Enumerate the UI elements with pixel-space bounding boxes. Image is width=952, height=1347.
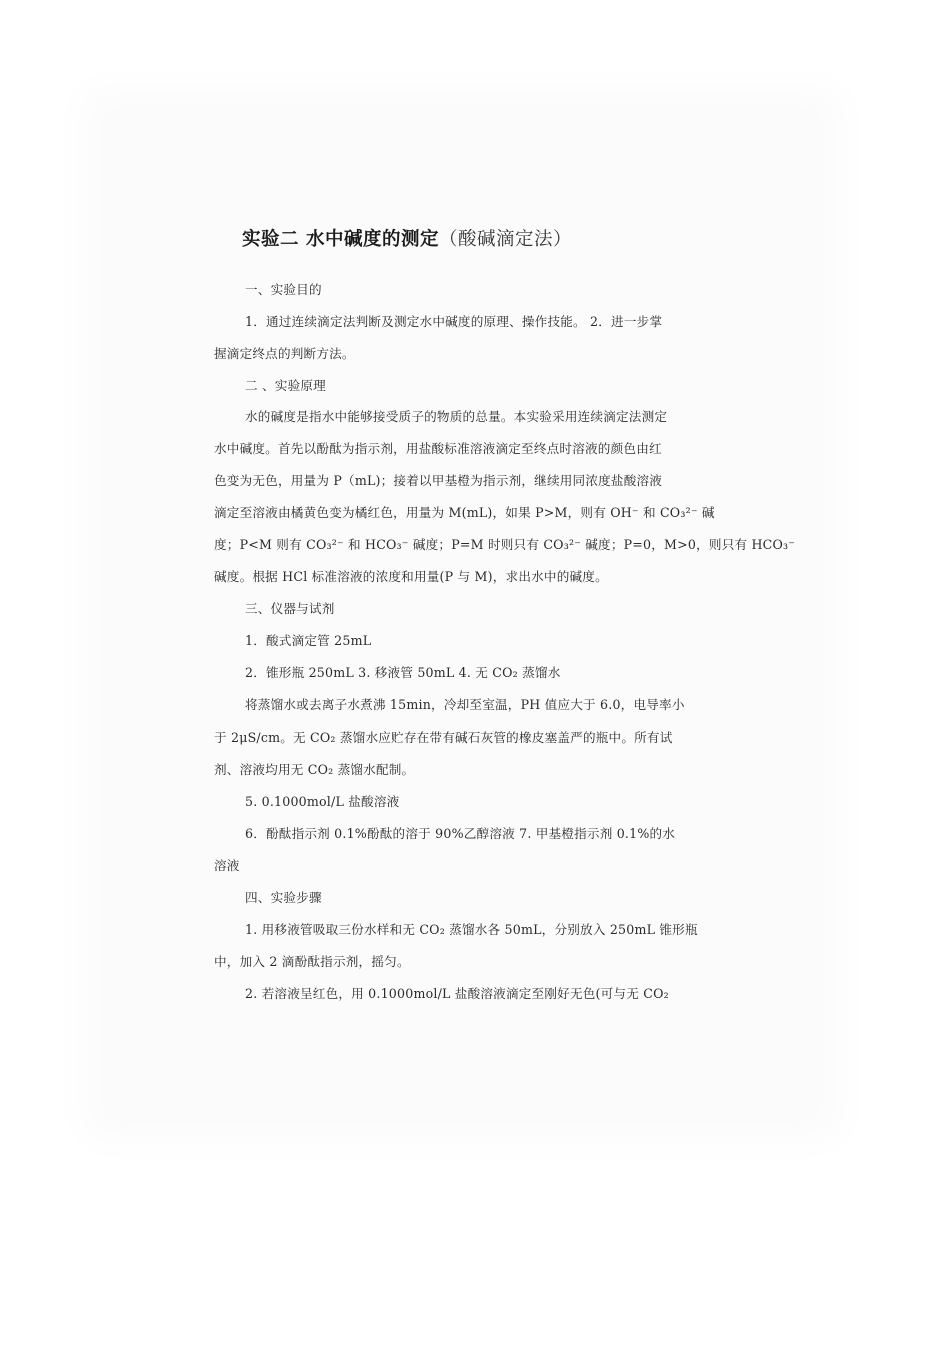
paragraph-line: 水的碱度是指水中能够接受质子的物质的总量。本实验采用连续滴定法测定 bbox=[245, 409, 668, 424]
list-item: 1. 用移液管吸取三份水样和无 CO₂ 蒸馏水各 50mL，分别放入 250mL 锥形瓶 bbox=[245, 922, 698, 937]
list-item: 5. 0.1000mol/L 盐酸溶液 bbox=[245, 794, 400, 809]
paragraph-line: 水中碱度。首先以酚酞为指示剂，用盐酸标准溶液滴定至终点时溶液的颜色由红 bbox=[214, 441, 662, 456]
paragraph-line: 1．通过连续滴定法判断及测定水中碱度的原理、操作技能。 2．进一步掌 bbox=[245, 314, 663, 329]
paragraph-line: 溶液 bbox=[214, 858, 240, 873]
paragraph-line: 碱度。根据 HCl 标准溶液的浓度和用量(P 与 M)，求出水中的碱度。 bbox=[214, 569, 608, 584]
title-main: 实验二 水中碱度的测定 bbox=[242, 229, 439, 250]
paragraph-line: 中，加入 2 滴酚酞指示剂，摇匀。 bbox=[214, 954, 410, 969]
section-heading-apparatus: 三、仪器与试剂 bbox=[245, 601, 335, 616]
section-heading-principle: 二 、实验原理 bbox=[245, 378, 326, 393]
paragraph-line: 于 2μS/cm。无 CO₂ 蒸馏水应贮存在带有碱石灰管的橡皮塞盖严的瓶中。所有试 bbox=[214, 730, 673, 745]
list-item: 1．酸式滴定管 25mL bbox=[245, 633, 372, 648]
paragraph-line: 滴定至溶液由橘黄色变为橘红色，用量为 M(mL)，如果 P>M，则有 OH⁻ 和 CO₃²⁻ 碱 bbox=[214, 505, 715, 520]
list-item: 2．锥形瓶 250mL 3. 移液管 50mL 4. 无 CO₂ 蒸馏水 bbox=[245, 665, 561, 680]
paragraph-line: 色变为无色，用量为 P（mL)；接着以甲基橙为指示剂，继续用同浓度盐酸溶液 bbox=[214, 473, 663, 488]
paragraph-line: 度；P<M 则有 CO₃²⁻ 和 HCO₃⁻ 碱度；P=M 时则只有 CO₃²⁻ 碱度；P=0，M>0，则只有 HCO₃⁻ bbox=[214, 537, 796, 552]
section-heading-purpose: 一、实验目的 bbox=[245, 282, 322, 297]
paragraph-line: 将蒸馏水或去离子水煮沸 15min，冷却至室温，PH 值应大于 6.0，电导率小 bbox=[245, 697, 685, 712]
paragraph-line: 握滴定终点的判断方法。 bbox=[214, 346, 355, 361]
paragraph-line: 剂、溶液均用无 CO₂ 蒸馏水配制。 bbox=[214, 762, 415, 777]
title-method: （酸碱滴定法） bbox=[438, 229, 572, 250]
list-item: 6．酚酞指示剂 0.1%酚酞的溶于 90%乙醇溶液 7. 甲基橙指示剂 0.1%的水 bbox=[245, 826, 676, 841]
document-title bbox=[242, 225, 572, 251]
list-item: 2. 若溶液呈红色，用 0.1000mol/L 盐酸溶液滴定至刚好无色(可与无 CO₂ bbox=[245, 986, 669, 1001]
section-heading-procedure: 四、实验步骤 bbox=[245, 890, 322, 905]
